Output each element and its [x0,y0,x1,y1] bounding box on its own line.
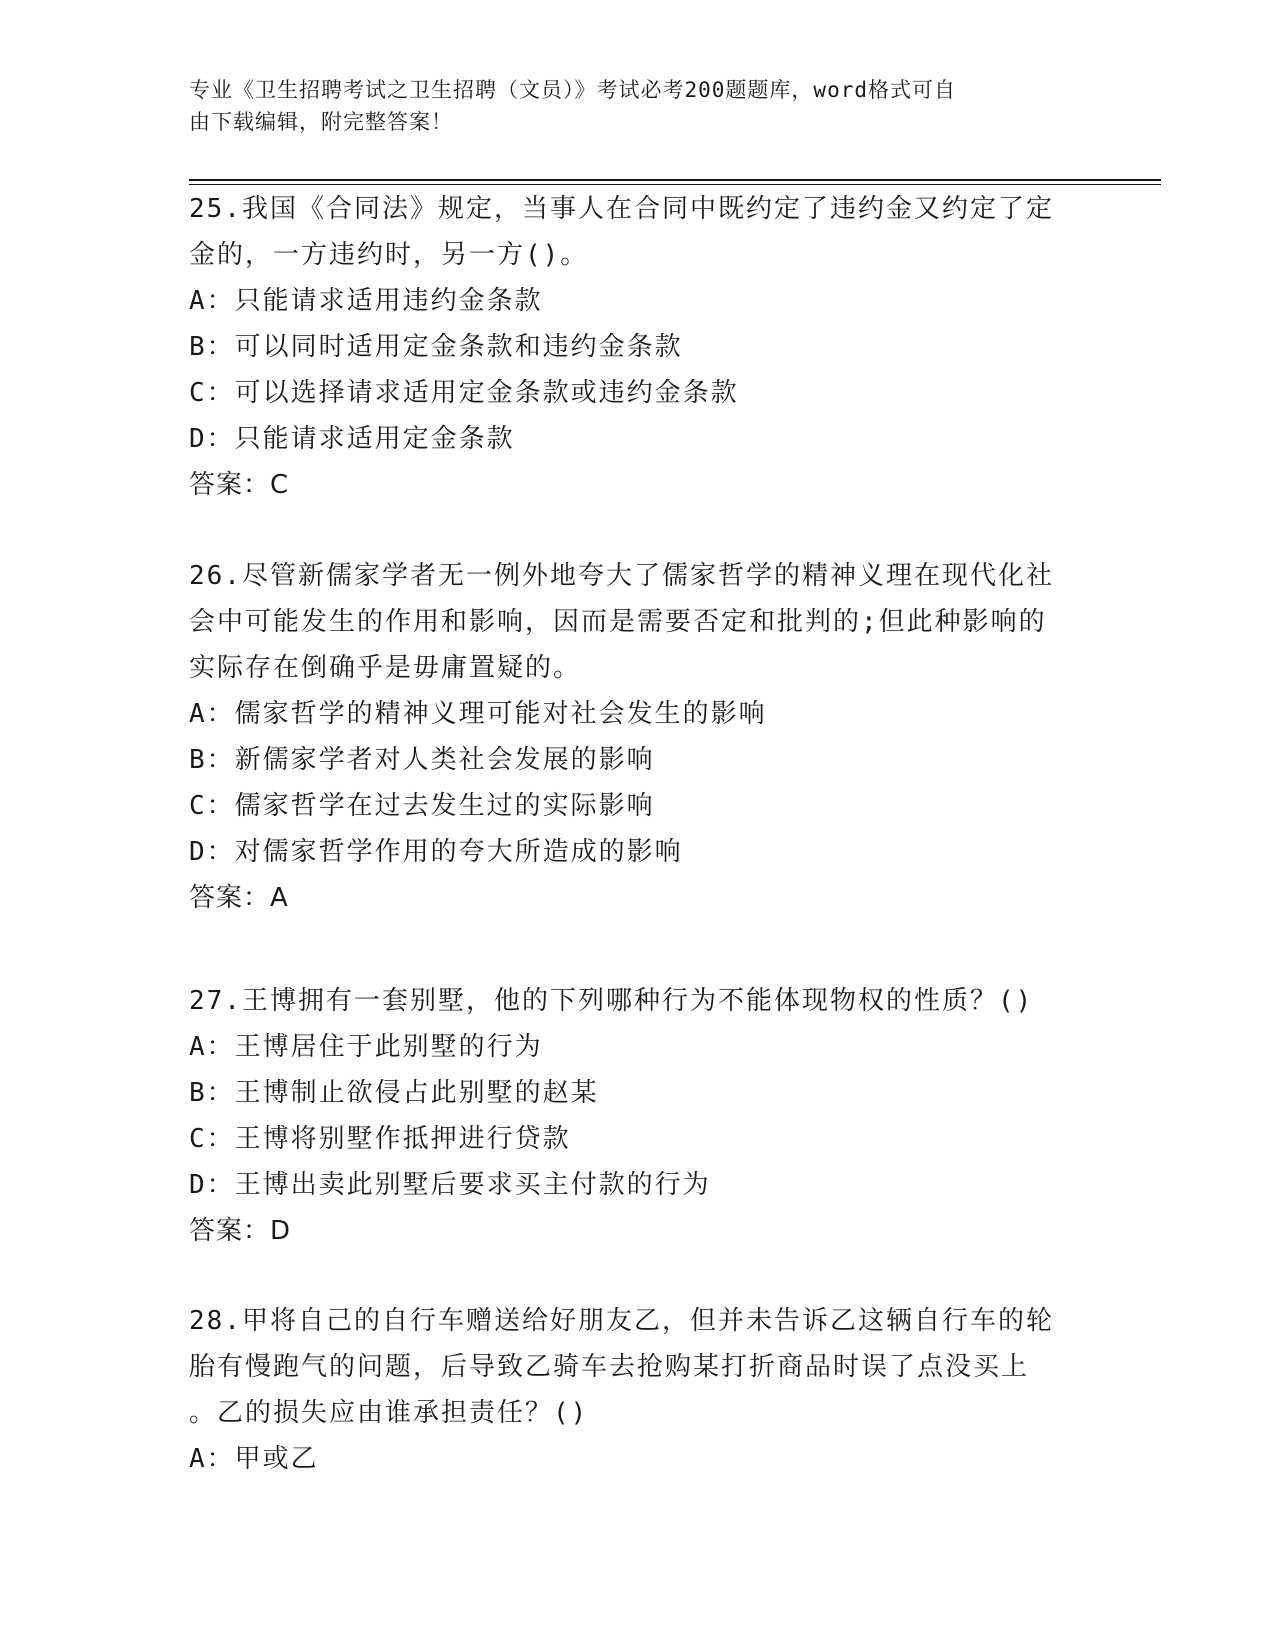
question-stem-line: 。乙的损失应由谁承担责任？() [189,1398,589,1428]
header-rule-thin [189,184,1161,185]
answer-line: 答案：A [189,883,289,913]
question-stem-line: 实际存在倒确乎是毋庸置疑的。 [189,653,582,683]
answer-line: 答案：D [189,1216,292,1246]
question-stem-line: 胎有慢跑气的问题，后导致乙骑车去抢购某打折商品时误了点没买上 [189,1352,1030,1382]
option-a: A：甲或乙 [189,1444,319,1474]
option-d: D：只能请求适用定金条款 [189,424,515,454]
question-28 [189,1298,1089,1482]
question-stem-line: 会中可能发生的作用和影响，因而是需要否定和批判的;但此种影响的 [189,607,1047,637]
question-stem-line: 25.我国《合同法》规定，当事人在合同中既约定了违约金又约定了定 [189,194,1054,224]
header-line-1: 专业《卫生招聘考试之卫生招聘（文员）》考试必考200题题库，word格式可自 [189,78,956,102]
header-line-2: 由下载编辑，附完整答案！ [189,110,453,134]
option-c: C：可以选择请求适用定金条款或违约金条款 [189,378,739,408]
answer-line: 答案：C [189,470,290,500]
question-stem-line: 28.甲将自己的自行车赠送给好朋友乙，但并未告诉乙这辆自行车的轮 [189,1306,1054,1336]
question-26 [189,553,1089,921]
question-stem-line: 27.王博拥有一套别墅，他的下列哪种行为不能体现物权的性质？() [189,986,1034,1016]
question-25 [189,186,1089,508]
option-c: C：儒家哲学在过去发生过的实际影响 [189,791,655,821]
option-d: D：对儒家哲学作用的夸大所造成的影响 [189,837,683,867]
header-rule-thick [189,179,1161,181]
option-a: A：儒家哲学的精神义理可能对社会发生的影响 [189,699,767,729]
option-c: C：王博将别墅作抵押进行贷款 [189,1124,571,1154]
document-header [189,74,1089,138]
option-b: B：王博制止欲侵占此别墅的赵某 [189,1078,599,1108]
option-a: A：只能请求适用违约金条款 [189,286,543,316]
question-27 [189,978,1089,1254]
question-stem-line: 26.尽管新儒家学者无一例外地夸大了儒家哲学的精神义理在现代化社 [189,561,1054,591]
option-a: A：王博居住于此别墅的行为 [189,1032,543,1062]
option-b: B：新儒家学者对人类社会发展的影响 [189,745,655,775]
question-stem-line: 金的，一方违约时，另一方()。 [189,240,589,270]
option-b: B：可以同时适用定金条款和违约金条款 [189,332,683,362]
option-d: D：王博出卖此别墅后要求买主付款的行为 [189,1170,711,1200]
